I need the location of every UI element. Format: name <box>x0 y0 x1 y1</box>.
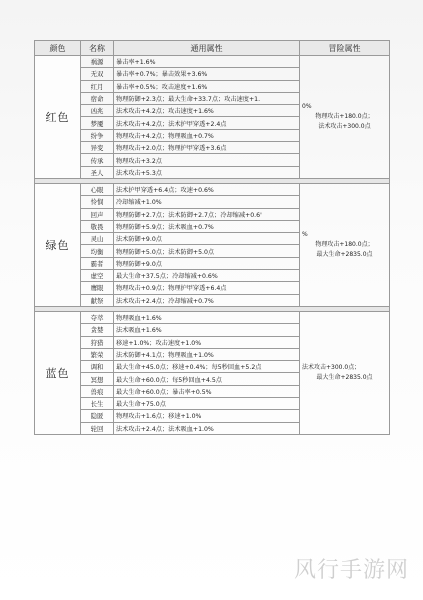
header-name: 名称 <box>81 41 114 56</box>
item-name: 贪婪 <box>81 324 114 336</box>
adventure-attribute <box>300 311 390 434</box>
item-name: 灵山 <box>81 233 114 245</box>
general-attribute: 物理攻击+3.2点 <box>114 154 300 166</box>
general-attribute: 物理防御+2.7点；法术防御+2.7点；冷却缩减+0.6' <box>114 208 300 220</box>
item-name: 夺萃 <box>81 311 114 323</box>
adventure-line: 最大生命+2835.0点 <box>316 250 373 258</box>
adventure-line: % <box>302 230 308 238</box>
general-attribute: 法术吸血+1.6% <box>114 324 300 336</box>
item-name: 繁荣 <box>81 348 114 360</box>
general-attribute: 物理攻击+1.6点；移速+1.0% <box>114 410 300 422</box>
item-name: 隐匿 <box>81 410 114 422</box>
general-attribute: 法术护甲穿透+6.4点；攻速+0.6% <box>114 183 300 195</box>
header-general: 通用属性 <box>114 41 300 56</box>
general-attribute: 暴击率+1.6% <box>114 56 300 68</box>
adventure-line: 最大生命+2835.0点 <box>316 373 373 381</box>
color-group-label: 红色 <box>35 56 81 179</box>
item-name: 圣人 <box>81 166 114 178</box>
group-red <box>35 56 390 179</box>
item-name: 兽痕 <box>81 385 114 397</box>
general-attribute: 法术攻击+2.4点；法术吸血+1.0% <box>114 422 300 434</box>
general-attribute: 物理攻击+0.9点；物理护甲穿透+6.4点 <box>114 282 300 294</box>
item-name: 敬畏 <box>81 220 114 232</box>
general-attribute: 法术防御+4.1点；物理吸血+1.0% <box>114 348 300 360</box>
adventure-line: 物理攻击+180.0点； <box>315 240 374 248</box>
adventure-attribute <box>300 56 390 179</box>
general-attribute: 法术攻击+5.3点 <box>114 166 300 178</box>
item-name: 轮回 <box>81 422 114 434</box>
item-name: 红月 <box>81 80 114 92</box>
general-attribute: 最大生命+60.0点；暴击率+0.5% <box>114 385 300 397</box>
adventure-attribute <box>300 183 390 306</box>
item-name: 纷争 <box>81 129 114 141</box>
general-attribute: 最大生命+60.0点；每5秒回血+4.5点 <box>114 373 300 385</box>
item-name: 虚空 <box>81 270 114 282</box>
general-attribute: 物理防御+5.9点；法术吸血+0.7% <box>114 220 300 232</box>
general-attribute: 物理吸血+1.6% <box>114 311 300 323</box>
item-name: 心眼 <box>81 183 114 195</box>
general-attribute: 物理防御+5.0点；法术防御+5.0点 <box>114 245 300 257</box>
general-attribute: 法术攻击+4.2点；法术护甲穿透+2.4点 <box>114 117 300 129</box>
item-name: 均衡 <box>81 245 114 257</box>
item-name: 梦魇 <box>81 117 114 129</box>
table-row <box>35 311 390 323</box>
item-name: 霸者 <box>81 257 114 269</box>
adventure-line: 0% <box>302 102 312 110</box>
general-attribute: 物理攻击+4.2点；物理吸血+0.7% <box>114 129 300 141</box>
general-attribute: 物理攻击+2.0点；物理护甲穿透+3.6点 <box>114 142 300 154</box>
item-name: 狩猎 <box>81 336 114 348</box>
general-attribute: 最大生命+75.0点 <box>114 398 300 410</box>
group-green <box>35 183 390 306</box>
general-attribute: 最大生命+37.5点；冷却缩减+0.6% <box>114 270 300 282</box>
general-attribute: 法术防御+9.0点 <box>114 233 300 245</box>
general-attribute: 物理防御+9.0点 <box>114 257 300 269</box>
general-attribute: 物理防御+2.3点；最大生命+33.7点；攻击速度+1. <box>114 92 300 104</box>
watermark-logo: 风行手游网 <box>293 558 409 583</box>
item-name: 宿命 <box>81 92 114 104</box>
item-name: 怜悯 <box>81 196 114 208</box>
item-name: 传承 <box>81 154 114 166</box>
table-row <box>35 56 390 68</box>
group-blue <box>35 311 390 434</box>
adventure-line: 物理攻击+180.0点； <box>315 112 374 120</box>
general-attribute: 冷却缩减+1.0% <box>114 196 300 208</box>
general-attribute: 移速+1.0%；攻击速度+1.0% <box>114 336 300 348</box>
item-name: 鹰眼 <box>81 282 114 294</box>
color-group-label: 绿色 <box>35 183 81 306</box>
general-attribute: 最大生命+45.0点；移速+0.4%；每5秒回血+5.2点 <box>114 361 300 373</box>
header-adventure: 冒险属性 <box>300 41 390 56</box>
general-attribute: 暴击率+0.7%；暴击效果+3.6% <box>114 68 300 80</box>
attribute-table <box>34 40 390 435</box>
header-color: 颜色 <box>35 41 81 56</box>
table-row <box>35 183 390 195</box>
item-name: 调和 <box>81 361 114 373</box>
item-name: 异变 <box>81 142 114 154</box>
item-name: 长生 <box>81 398 114 410</box>
item-name: 祸源 <box>81 56 114 68</box>
general-attribute: 法术攻击+4.2点；攻击速度+1.6% <box>114 105 300 117</box>
general-attribute: 法术攻击+2.4点；冷却缩减+0.7% <box>114 294 300 306</box>
adventure-line: 法术攻击+300.0点； <box>302 363 361 371</box>
item-name: 无双 <box>81 68 114 80</box>
general-attribute: 暴击率+0.5%；攻击速度+1.6% <box>114 80 300 92</box>
item-name: 献祭 <box>81 294 114 306</box>
color-group-label: 蓝色 <box>35 311 81 434</box>
item-name: 冥想 <box>81 373 114 385</box>
adventure-line: 法术攻击+300.0点 <box>318 122 371 130</box>
header-row <box>35 41 390 56</box>
item-name: 回声 <box>81 208 114 220</box>
item-name: 凶兆 <box>81 105 114 117</box>
